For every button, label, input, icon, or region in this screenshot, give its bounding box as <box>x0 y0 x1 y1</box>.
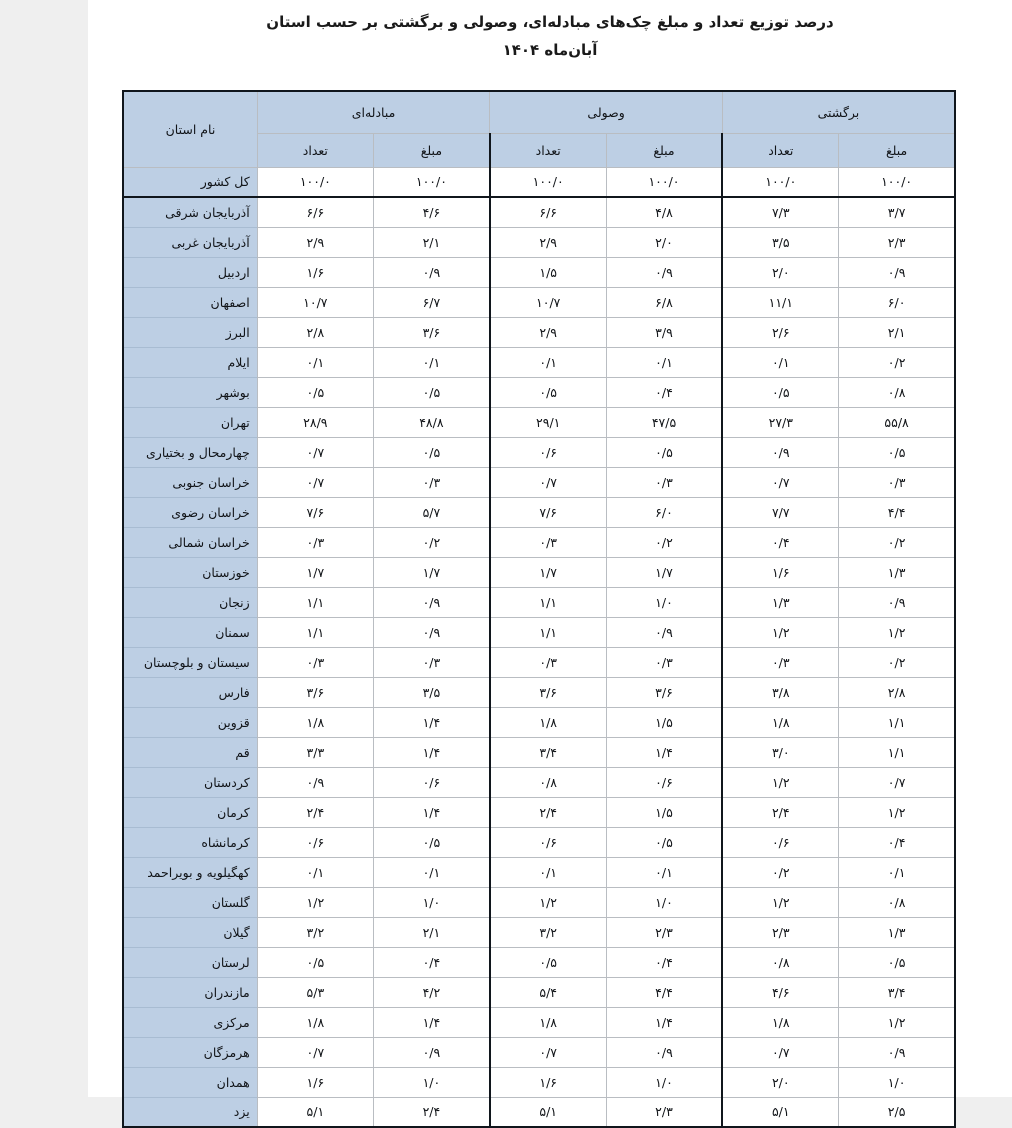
table-cell: ۶/۶ <box>257 197 373 227</box>
table-cell: ۱/۸ <box>490 707 606 737</box>
table-cell: ۱/۰ <box>374 1067 490 1097</box>
table-cell: ۰/۶ <box>490 437 606 467</box>
table-cell: ۰/۱ <box>722 347 838 377</box>
table-cell: ۰/۵ <box>257 377 373 407</box>
table-cell: ۳/۶ <box>606 677 722 707</box>
table-cell: ۱/۵ <box>490 257 606 287</box>
row-header-province: اردبیل <box>123 257 257 287</box>
table-cell: ۲/۳ <box>606 1097 722 1127</box>
table-cell: ۱/۶ <box>490 1067 606 1097</box>
sub-header-exchanged-count: تعداد <box>257 133 373 167</box>
table-cell: ۱/۱ <box>490 587 606 617</box>
table-cell: ۱/۲ <box>839 1007 955 1037</box>
table-cell: ۲/۵ <box>839 1097 955 1127</box>
table-row <box>123 857 955 887</box>
row-header-province: مرکزی <box>123 1007 257 1037</box>
table-cell: ۰/۵ <box>374 437 490 467</box>
table-cell: ۳/۴ <box>490 737 606 767</box>
table-cell: ۱/۳ <box>839 917 955 947</box>
table-cell: ۱۰۰/۰ <box>839 167 955 197</box>
table-cell: ۱/۱ <box>839 707 955 737</box>
table-cell: ۰/۹ <box>839 587 955 617</box>
table-cell: ۰/۷ <box>257 437 373 467</box>
table-container <box>124 90 956 1128</box>
row-header-province: سیستان و بلوچستان <box>123 647 257 677</box>
table-cell: ۱/۴ <box>374 707 490 737</box>
table-cell: ۰/۴ <box>839 827 955 857</box>
table-cell: ۱/۲ <box>839 617 955 647</box>
table-cell: ۱/۴ <box>374 737 490 767</box>
table-cell: ۳/۴ <box>839 977 955 1007</box>
table-cell: ۰/۱ <box>257 857 373 887</box>
table-row <box>123 797 955 827</box>
table-row <box>123 317 955 347</box>
table-cell: ۲/۹ <box>257 227 373 257</box>
table-cell: ۱۰۰/۰ <box>606 167 722 197</box>
table-cell: ۱/۸ <box>257 1007 373 1037</box>
table-cell: ۰/۹ <box>374 257 490 287</box>
table-cell: ۰/۶ <box>606 767 722 797</box>
table-cell: ۰/۹ <box>839 257 955 287</box>
table-cell: ۲/۳ <box>722 917 838 947</box>
table-cell: ۱/۱ <box>257 617 373 647</box>
table-cell: ۰/۴ <box>606 377 722 407</box>
table-cell: ۳/۲ <box>257 917 373 947</box>
row-header-province: یزد <box>123 1097 257 1127</box>
table-cell: ۰/۹ <box>606 257 722 287</box>
table-row <box>123 467 955 497</box>
table-row <box>123 497 955 527</box>
table-cell: ۶/۸ <box>606 287 722 317</box>
table-cell: ۱/۸ <box>722 1007 838 1037</box>
row-header-province: خوزستان <box>123 557 257 587</box>
table-cell: ۰/۶ <box>257 827 373 857</box>
row-header-province: کهگیلویه و بویراحمد <box>123 857 257 887</box>
table-cell: ۰/۳ <box>839 467 955 497</box>
table-cell: ۰/۹ <box>257 767 373 797</box>
table-cell: ۳/۵ <box>722 227 838 257</box>
table-cell: ۳/۰ <box>722 737 838 767</box>
title-block <box>88 0 1012 62</box>
table-cell: ۰/۷ <box>722 467 838 497</box>
table-cell: ۱/۲ <box>722 887 838 917</box>
table-cell: ۰/۹ <box>606 617 722 647</box>
table-cell: ۱۱/۱ <box>722 287 838 317</box>
table-cell: ۰/۵ <box>606 827 722 857</box>
table-cell: ۲/۴ <box>490 797 606 827</box>
table-cell: ۱/۵ <box>606 797 722 827</box>
table-cell: ۱۰۰/۰ <box>490 167 606 197</box>
table-cell: ۱/۶ <box>257 1067 373 1097</box>
table-cell: ۱/۴ <box>374 797 490 827</box>
table-cell: ۰/۷ <box>257 1037 373 1067</box>
table-row <box>123 677 955 707</box>
table-cell: ۰/۵ <box>490 377 606 407</box>
table-cell: ۱/۴ <box>606 1007 722 1037</box>
table-row <box>123 947 955 977</box>
table-cell: ۲/۸ <box>257 317 373 347</box>
table-row <box>123 977 955 1007</box>
table-cell: ۲۹/۱ <box>490 407 606 437</box>
table-cell: ۴/۸ <box>606 197 722 227</box>
table-cell: ۱/۱ <box>490 617 606 647</box>
table-cell: ۴/۴ <box>839 497 955 527</box>
table-cell: ۱۰۰/۰ <box>374 167 490 197</box>
row-header-province: تهران <box>123 407 257 437</box>
row-header-province: گیلان <box>123 917 257 947</box>
table-cell: ۱/۰ <box>606 887 722 917</box>
table-cell: ۰/۵ <box>839 437 955 467</box>
table-cell: ۴/۴ <box>606 977 722 1007</box>
table-cell: ۰/۳ <box>606 467 722 497</box>
table-cell: ۱/۷ <box>606 557 722 587</box>
table-cell: ۰/۶ <box>374 767 490 797</box>
row-header-province: ایلام <box>123 347 257 377</box>
table-row <box>123 287 955 317</box>
table-cell: ۵/۷ <box>374 497 490 527</box>
table-cell: ۴۸/۸ <box>374 407 490 437</box>
table-cell: ۰/۸ <box>839 377 955 407</box>
group-header-collected: وصولی <box>490 91 723 133</box>
table-cell: ۰/۱ <box>839 857 955 887</box>
table-cell: ۰/۹ <box>374 617 490 647</box>
table-cell: ۲۷/۳ <box>722 407 838 437</box>
table-cell: ۰/۳ <box>374 647 490 677</box>
table-cell: ۲/۰ <box>606 227 722 257</box>
column-header-province-name: نام استان <box>123 91 257 167</box>
table-cell: ۰/۹ <box>374 1037 490 1067</box>
table-cell: ۳/۲ <box>490 917 606 947</box>
table-row <box>123 647 955 677</box>
table-cell: ۱/۲ <box>722 767 838 797</box>
table-cell: ۳/۹ <box>606 317 722 347</box>
table-cell: ۱/۲ <box>257 887 373 917</box>
table-cell: ۱/۱ <box>257 587 373 617</box>
table-cell: ۲۸/۹ <box>257 407 373 437</box>
table-cell: ۱/۸ <box>722 707 838 737</box>
province-check-distribution-table <box>122 90 956 1128</box>
table-cell: ۰/۱ <box>374 857 490 887</box>
table-cell: ۵/۴ <box>490 977 606 1007</box>
table-cell: ۳/۶ <box>374 317 490 347</box>
table-cell: ۳/۵ <box>374 677 490 707</box>
table-cell: ۰/۸ <box>490 767 606 797</box>
table-cell: ۲/۹ <box>490 227 606 257</box>
table-row <box>123 1037 955 1067</box>
table-row <box>123 167 955 197</box>
table-row <box>123 377 955 407</box>
table-row <box>123 1097 955 1127</box>
table-cell: ۰/۷ <box>257 467 373 497</box>
table-cell: ۰/۱ <box>374 347 490 377</box>
table-cell: ۰/۲ <box>839 527 955 557</box>
row-header-province: آذربایجان شرقی <box>123 197 257 227</box>
table-cell: ۱/۰ <box>839 1067 955 1097</box>
row-header-province: قزوین <box>123 707 257 737</box>
row-header-province: مازندران <box>123 977 257 1007</box>
table-cell: ۱۰۰/۰ <box>257 167 373 197</box>
row-header-province: گلستان <box>123 887 257 917</box>
table-row <box>123 197 955 227</box>
table-cell: ۰/۷ <box>490 1037 606 1067</box>
table-cell: ۱/۸ <box>257 707 373 737</box>
table-row <box>123 917 955 947</box>
group-header-exchanged: مبادله‌ای <box>257 91 490 133</box>
table-cell: ۱۰/۷ <box>257 287 373 317</box>
row-header-province: خراسان شمالی <box>123 527 257 557</box>
table-cell: ۱/۴ <box>606 737 722 767</box>
table-cell: ۰/۴ <box>606 947 722 977</box>
table-cell: ۰/۵ <box>490 947 606 977</box>
table-cell: ۲/۴ <box>374 1097 490 1127</box>
table-cell: ۰/۱ <box>257 347 373 377</box>
row-header-province: کل کشور <box>123 167 257 197</box>
row-header-province: خراسان جنوبی <box>123 467 257 497</box>
table-cell: ۰/۳ <box>257 647 373 677</box>
table-cell: ۴/۶ <box>374 197 490 227</box>
table-body <box>123 167 955 1127</box>
table-cell: ۰/۲ <box>606 527 722 557</box>
row-header-province: همدان <box>123 1067 257 1097</box>
table-cell: ۱/۰ <box>606 587 722 617</box>
table-cell: ۷/۳ <box>722 197 838 227</box>
sub-header-collected-count: تعداد <box>490 133 606 167</box>
table-row <box>123 887 955 917</box>
row-header-province: زنجان <box>123 587 257 617</box>
row-header-province: کردستان <box>123 767 257 797</box>
table-cell: ۰/۹ <box>606 1037 722 1067</box>
table-row <box>123 437 955 467</box>
table-cell: ۳/۶ <box>490 677 606 707</box>
table-cell: ۵/۳ <box>257 977 373 1007</box>
table-cell: ۰/۷ <box>490 467 606 497</box>
table-cell: ۳/۷ <box>839 197 955 227</box>
table-row <box>123 227 955 257</box>
table-cell: ۱/۶ <box>257 257 373 287</box>
table-cell: ۰/۱ <box>606 347 722 377</box>
table-cell: ۶/۶ <box>490 197 606 227</box>
row-header-province: کرمانشاه <box>123 827 257 857</box>
table-cell: ۲/۱ <box>374 917 490 947</box>
table-cell: ۶/۰ <box>606 497 722 527</box>
table-cell: ۵/۱ <box>257 1097 373 1127</box>
table-cell: ۰/۱ <box>490 857 606 887</box>
table-cell: ۰/۸ <box>722 947 838 977</box>
table-cell: ۱۰/۷ <box>490 287 606 317</box>
table-cell: ۲/۳ <box>606 917 722 947</box>
table-row <box>123 527 955 557</box>
table-cell: ۷/۶ <box>490 497 606 527</box>
table-cell: ۱۰۰/۰ <box>722 167 838 197</box>
table-cell: ۲/۸ <box>839 677 955 707</box>
table-cell: ۱/۶ <box>722 557 838 587</box>
table-cell: ۴۷/۵ <box>606 407 722 437</box>
table-cell: ۱/۵ <box>606 707 722 737</box>
table-row <box>123 1067 955 1097</box>
table-cell: ۰/۳ <box>490 527 606 557</box>
table-row <box>123 347 955 377</box>
table-cell: ۰/۲ <box>722 857 838 887</box>
table-cell: ۰/۹ <box>839 1037 955 1067</box>
table-cell: ۱/۲ <box>490 887 606 917</box>
table-cell: ۱/۳ <box>722 587 838 617</box>
page-subtitle: آبان‌ماه ۱۴۰۴ <box>502 40 598 59</box>
page-title: درصد توزیع تعداد و مبلغ چک‌های مبادله‌ای، وصولی و برگشتی بر حسب استان <box>266 13 834 31</box>
row-header-province: فارس <box>123 677 257 707</box>
row-header-province: البرز <box>123 317 257 347</box>
table-cell: ۲/۱ <box>374 227 490 257</box>
table-row <box>123 707 955 737</box>
row-header-province: کرمان <box>123 797 257 827</box>
table-cell: ۲/۰ <box>722 1067 838 1097</box>
table-cell: ۴/۶ <box>722 977 838 1007</box>
table-cell: ۱/۱ <box>839 737 955 767</box>
table-cell: ۱/۰ <box>606 1067 722 1097</box>
row-header-province: قم <box>123 737 257 767</box>
table-cell: ۱/۷ <box>257 557 373 587</box>
table-cell: ۳/۶ <box>257 677 373 707</box>
table-cell: ۷/۷ <box>722 497 838 527</box>
table-cell: ۰/۴ <box>722 527 838 557</box>
table-cell: ۰/۹ <box>722 437 838 467</box>
table-row <box>123 557 955 587</box>
table-header <box>123 91 955 167</box>
table-row <box>123 407 955 437</box>
table-cell: ۶/۷ <box>374 287 490 317</box>
table-row <box>123 737 955 767</box>
table-row <box>123 587 955 617</box>
table-cell: ۰/۵ <box>374 377 490 407</box>
sub-header-returned-count: تعداد <box>722 133 838 167</box>
row-header-province: خراسان رضوی <box>123 497 257 527</box>
table-cell: ۱/۰ <box>374 887 490 917</box>
table-cell: ۲/۹ <box>490 317 606 347</box>
table-row <box>123 617 955 647</box>
row-header-province: بوشهر <box>123 377 257 407</box>
table-cell: ۲/۳ <box>839 227 955 257</box>
table-cell: ۰/۳ <box>490 647 606 677</box>
table-cell: ۲/۰ <box>722 257 838 287</box>
row-header-province: چهارمحال و بختیاری <box>123 437 257 467</box>
row-header-province: سمنان <box>123 617 257 647</box>
table-cell: ۱/۴ <box>374 1007 490 1037</box>
sub-header-returned-amount: مبلغ <box>839 133 955 167</box>
table-cell: ۰/۸ <box>839 887 955 917</box>
table-cell: ۰/۶ <box>722 827 838 857</box>
document-page <box>88 0 1012 1120</box>
table-cell: ۰/۶ <box>490 827 606 857</box>
table-cell: ۱/۸ <box>490 1007 606 1037</box>
table-cell: ۱/۷ <box>374 557 490 587</box>
table-cell: ۱/۷ <box>490 557 606 587</box>
table-cell: ۰/۲ <box>374 527 490 557</box>
table-cell: ۰/۳ <box>606 647 722 677</box>
group-header-row <box>123 91 955 133</box>
table-cell: ۰/۷ <box>722 1037 838 1067</box>
row-header-province: آذربایجان غربی <box>123 227 257 257</box>
table-cell: ۰/۹ <box>374 587 490 617</box>
table-cell: ۷/۶ <box>257 497 373 527</box>
table-cell: ۰/۲ <box>839 347 955 377</box>
table-cell: ۵/۱ <box>722 1097 838 1127</box>
table-cell: ۳/۸ <box>722 677 838 707</box>
table-cell: ۰/۵ <box>374 827 490 857</box>
table-cell: ۰/۱ <box>490 347 606 377</box>
table-cell: ۴/۲ <box>374 977 490 1007</box>
table-cell: ۵/۱ <box>490 1097 606 1127</box>
row-header-province: هرمزگان <box>123 1037 257 1067</box>
table-cell: ۰/۲ <box>839 647 955 677</box>
table-row <box>123 257 955 287</box>
sub-header-collected-amount: مبلغ <box>606 133 722 167</box>
table-cell: ۰/۳ <box>257 527 373 557</box>
table-cell: ۰/۴ <box>374 947 490 977</box>
table-cell: ۰/۵ <box>257 947 373 977</box>
table-cell: ۰/۱ <box>606 857 722 887</box>
table-cell: ۰/۳ <box>722 647 838 677</box>
table-cell: ۱/۲ <box>722 617 838 647</box>
table-cell: ۵۵/۸ <box>839 407 955 437</box>
table-cell: ۶/۰ <box>839 287 955 317</box>
table-row <box>123 1007 955 1037</box>
table-row <box>123 767 955 797</box>
sub-header-exchanged-amount: مبلغ <box>374 133 490 167</box>
table-cell: ۰/۷ <box>839 767 955 797</box>
row-header-province: لرستان <box>123 947 257 977</box>
table-cell: ۱/۲ <box>839 797 955 827</box>
table-cell: ۱/۳ <box>839 557 955 587</box>
table-row <box>123 827 955 857</box>
group-header-returned: برگشتی <box>722 91 955 133</box>
table-cell: ۰/۵ <box>839 947 955 977</box>
table-cell: ۰/۵ <box>722 377 838 407</box>
table-cell: ۰/۵ <box>606 437 722 467</box>
table-cell: ۲/۶ <box>722 317 838 347</box>
table-cell: ۲/۴ <box>722 797 838 827</box>
row-header-province: اصفهان <box>123 287 257 317</box>
table-cell: ۳/۳ <box>257 737 373 767</box>
table-cell: ۲/۴ <box>257 797 373 827</box>
table-cell: ۲/۱ <box>839 317 955 347</box>
table-cell: ۰/۳ <box>374 467 490 497</box>
